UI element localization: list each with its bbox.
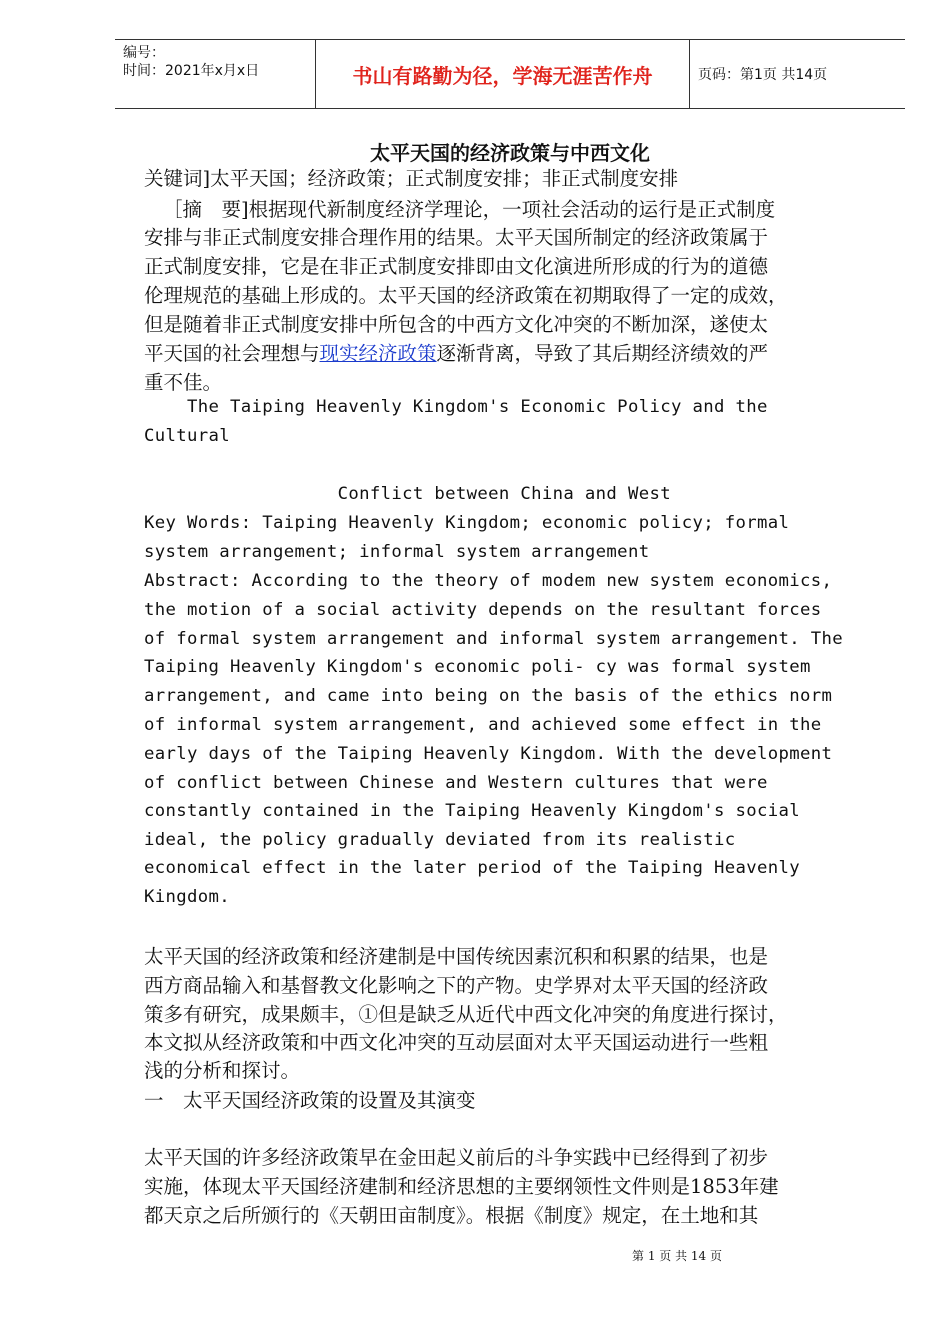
abstract-line: 重不佳。 (144, 371, 223, 394)
english-abstract-line: ideal, the policy gradually deviated from its realistic (144, 830, 736, 850)
document-title: 太平天国的经济政策与中西文化 (370, 141, 650, 165)
abstract-line: ［摘 要]根据现代新制度经济学理论，一项社会活动的运行是正式制度 (163, 198, 776, 221)
english-keywords-line: system arrangement; informal system arrangement (144, 542, 650, 562)
date-label: 时间：2021年x月x日 (123, 63, 260, 79)
economic-policy-link[interactable]: 现实经济政策 (319, 342, 437, 365)
english-abstract-line: Taiping Heavenly Kingdom's economic poli- cy was formal system (144, 657, 811, 677)
english-abstract-line: constantly contained in the Taiping Heavenly Kingdom's social (144, 801, 801, 821)
english-abstract-line: Abstract: According to the theory of modem new system economics, (144, 571, 833, 591)
english-keywords-line: Key Words: Taiping Heavenly Kingdom; economic policy; formal (144, 513, 790, 533)
english-abstract-line: the motion of a social activity depends on the resultant forces (144, 600, 822, 620)
keywords-line: 关键词]太平天国；经济政策；正式制度安排；非正式制度安排 (144, 167, 679, 190)
body-paragraph-line: 本文拟从经济政策和中西文化冲突的互动层面对太平天国运动进行一些粗 (144, 1031, 769, 1054)
body-paragraph-line: 策多有研究，成果颇丰，①但是缺乏从近代中西文化冲突的角度进行探讨， (144, 1003, 788, 1026)
english-title-line: Cultural (144, 426, 231, 446)
section-heading: 一 太平天国经济政策的设置及其演变 (144, 1089, 476, 1112)
body-paragraph-line: 浅的分析和探讨。 (144, 1059, 301, 1082)
page-header (115, 39, 905, 109)
body-paragraph-line: 实施，体现太平天国经济建制和经济思想的主要纲领性文件则是1853年建 (144, 1175, 779, 1198)
page-footer: 第 1 页 共 14 页 (632, 1249, 722, 1263)
abstract-text: 平天国的社会理想与 (144, 342, 320, 365)
abstract-text: 逐渐背离，导致了其后期经济绩效的严 (436, 342, 769, 365)
english-abstract-line: of formal system arrangement and informal system arrangement. The (144, 629, 844, 649)
english-abstract-line: economical effect in the later period of the Taiping Heavenly (144, 858, 801, 878)
english-abstract-line: early days of the Taiping Heavenly Kingdom. With the development (144, 744, 833, 764)
abstract-line: 安排与非正式制度安排合理作用的结果。太平天国所制定的经济政策属于 (144, 226, 769, 249)
serial-number-label: 编号： (123, 45, 165, 61)
body-paragraph-line: 太平天国的许多经济政策早在金田起义前后的斗争实践中已经得到了初步 (144, 1146, 769, 1169)
abstract-line: 但是随着非正式制度安排中所包含的中西方文化冲突的不断加深，遂使太 (144, 313, 769, 336)
abstract-line (144, 338, 768, 366)
english-abstract-line: Kingdom. (144, 887, 231, 907)
body-paragraph-line: 太平天国的经济政策和经济建制是中国传统因素沉积和积累的结果，也是 (144, 945, 769, 968)
body-paragraph-line: 西方商品输入和基督教文化影响之下的产物。史学界对太平天国的经济政 (144, 974, 769, 997)
abstract-line: 正式制度安排，它是在非正式制度安排即由文化演进所形成的行为的道德 (144, 255, 769, 278)
english-abstract-line: of informal system arrangement, and achieved some effect in the (144, 715, 822, 735)
english-abstract-line: arrangement, and came into being on the basis of the ethics norm (144, 686, 833, 706)
body-paragraph-line: 都天京之后所颁行的《天朝田亩制度》。根据《制度》规定，在土地和其 (144, 1204, 759, 1227)
english-abstract-line: of conflict between Chinese and Western cultures that were (144, 773, 768, 793)
header-meta-cell (115, 40, 316, 108)
english-title-line: The Taiping Heavenly Kingdom's Economic Policy and the (144, 397, 768, 417)
header-motto: 书山有路勤为径，学海无涯苦作舟 (316, 40, 690, 108)
abstract-line: 伦理规范的基础上形成的。太平天国的经济政策在初期取得了一定的成效， (144, 284, 788, 307)
header-page-indicator: 页码：第1页 共14页 (698, 67, 828, 83)
english-title-line: Conflict between China and West (144, 484, 671, 504)
